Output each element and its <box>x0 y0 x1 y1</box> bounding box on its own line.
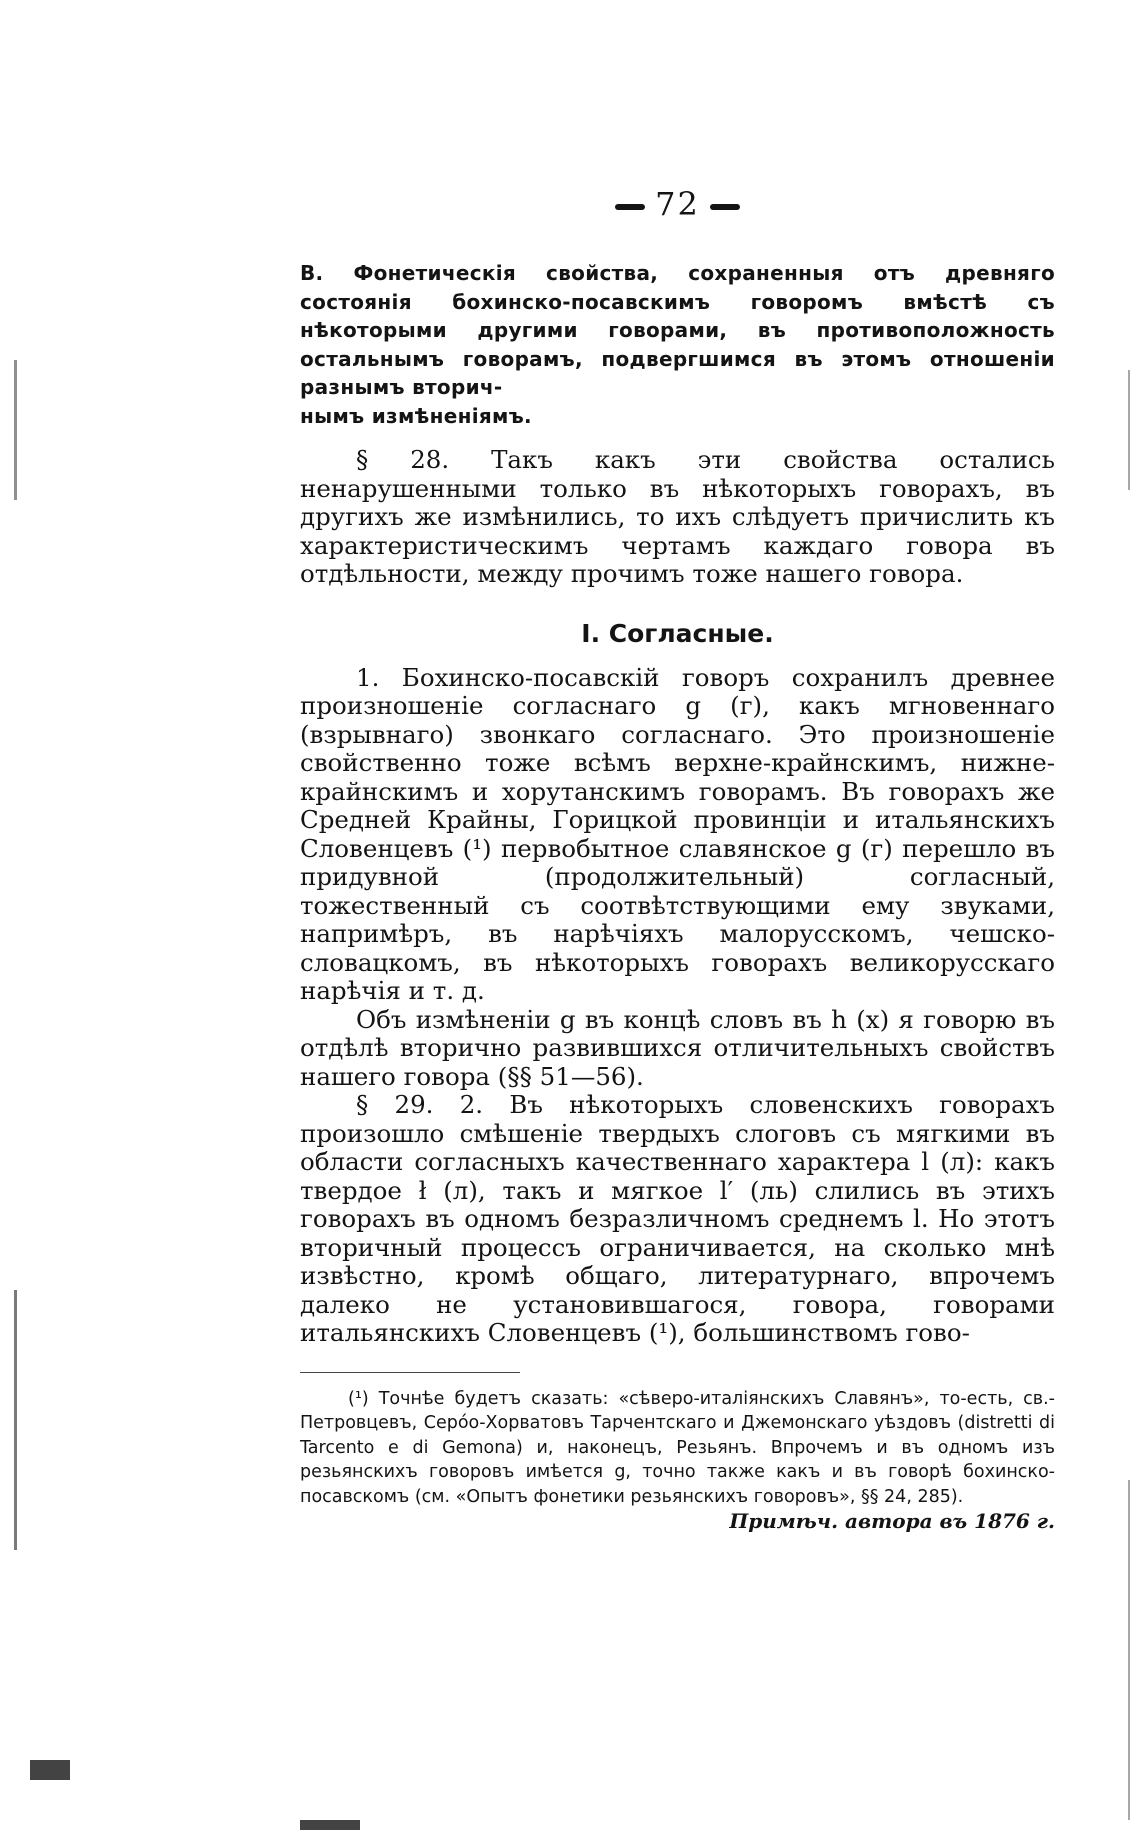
paragraph-28: § 28. Такъ какъ эти свойства остались ненарушенными только въ нѣкоторыхъ говорахъ, въ другихъ же измѣнились, то ихъ слѣдуетъ причислить къ характеристическимъ чертамъ каждаго говора въ отдѣльности, между прочимъ тоже нашего говора. <box>300 445 1055 588</box>
section-heading-last-line: нымъ измѣненіямъ. <box>300 403 532 428</box>
page-number-ornament <box>710 204 740 210</box>
scan-margin-mark <box>1128 370 1130 490</box>
section-heading <box>300 259 1055 430</box>
scan-margin-mark <box>1128 1480 1130 1820</box>
footnote-text: (¹) Точнѣе будетъ сказать: «сѣверо-италіянскихъ Славянъ», то-есть, св.-Петровцевъ, Серόо-Хорватовъ Тарчентскаго и Джемонскаго уѣздовъ (distretti di Tarcento e di Gemona) и, наконецъ, Резьянъ. Впрочемъ и въ одномъ изъ резьянскихъ говоровъ имѣется g, точно также какъ и въ говорѣ бохинско-посавскомъ (см. «Опытъ фонетики резьянскихъ говоровъ», §§ 24, 285). <box>300 1388 1055 1507</box>
subheading-consonants: I. Согласные. <box>581 618 774 648</box>
scan-margin-mark <box>30 1760 70 1780</box>
paragraph-h-change: Объ измѣненіи g въ концѣ словъ въ h (х) я говорю въ отдѣлѣ вторично развившихся отличительныхъ свойствъ нашего говора (§§ 51—56). <box>300 1004 1055 1091</box>
page-number-text: 72 <box>655 185 700 223</box>
footnote-signature: Примѣч. автора въ 1876 г. <box>729 1509 1055 1533</box>
page <box>300 185 1055 1534</box>
scan-margin-mark <box>14 1290 17 1550</box>
page-number <box>300 185 1055 223</box>
paragraph-1: 1. Бохинско-посавскій говоръ сохранилъ древнее произношеніе согласнаго g (г), какъ мгновеннаго (взрывнаго) звонкаго согласнаго. Это произношеніе свойственно тоже всѣмъ верхне-крайнскимъ, нижне-крайнскимъ и хорутанскимъ говорамъ. Въ говорахъ же Средней Крайны, Горицкой провинціи и итальянскихъ Словенцевъ (¹) первобытное славянское g (г) перешло въ придувной (продолжительный) согласный, тожественный съ соотвѣтствующими ему звуками, напримѣръ, въ нарѣчіяхъ малорусскомъ, чешско-словацкомъ, въ нѣкоторыхъ говорахъ великорусскаго нарѣчія и т. д. <box>300 662 1055 1005</box>
footnote-divider <box>300 1372 520 1373</box>
page-number-ornament <box>615 204 645 210</box>
scan-margin-mark <box>14 360 17 500</box>
footnote <box>300 1387 1055 1533</box>
scan-margin-mark <box>300 1820 360 1830</box>
section-heading-body: B. Фонетическія свойства, сохраненныя отъ древняго состоянія бохинско-посавскимъ говоромъ вмѣстѣ съ нѣкоторыми другими говорами, въ противоположность остальнымъ говорамъ, подвергшимся въ этомъ отношеніи разнымъ вторич- <box>300 261 1055 399</box>
paragraph-29: § 29. 2. Въ нѣкоторыхъ словенскихъ говорахъ произошло смѣшеніе твердыхъ слоговъ съ мягкими въ области согласныхъ качественнаго характера l (л): какъ твердое ł (л), такъ и мягкое l′ (ль) слились въ этихъ говорахъ въ одномъ безразличномъ среднемъ l. Но этотъ вторичный процессъ ограничивается, на сколько мнѣ извѣстно, кромѣ общаго, литературнаго, впрочемъ далеко не установившагося, говора, говорами итальянскихъ Словенцевъ (¹), большинствомъ гово- <box>300 1090 1055 1347</box>
